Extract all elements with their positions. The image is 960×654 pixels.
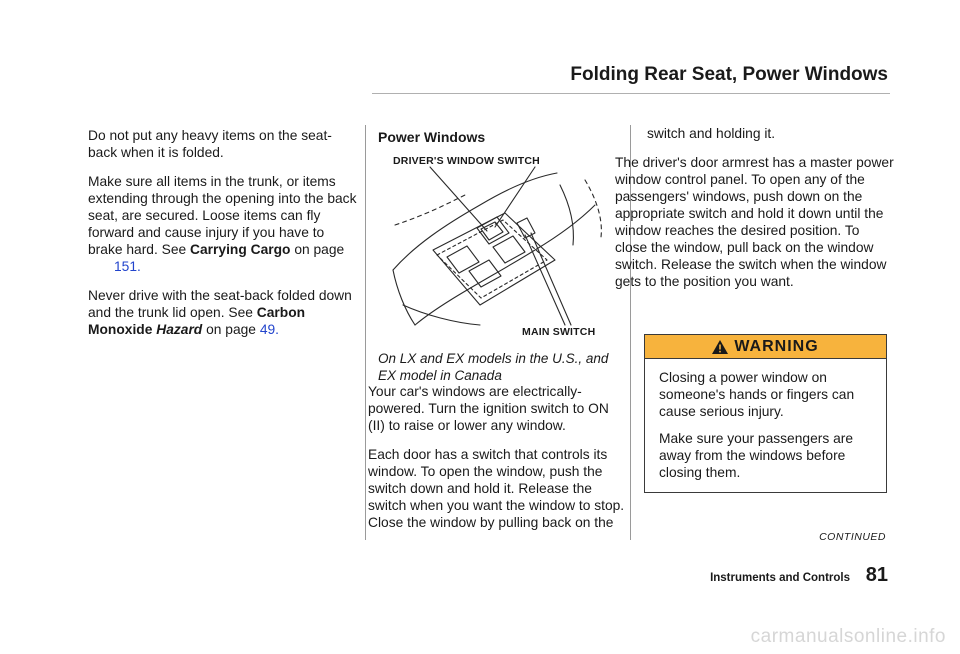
- footer-section-name: Instruments and Controls: [710, 572, 850, 584]
- section-heading-power-windows: Power Windows: [378, 129, 486, 145]
- page-ref-text: on page: [294, 242, 345, 257]
- warning-paragraph-1: Closing a power window on someone's hands or fingers can cause serious injury.: [659, 370, 855, 419]
- column-middle: [368, 129, 626, 158]
- page-ref-text-2: on page: [206, 322, 256, 337]
- carrying-cargo-ref: Carrying Cargo: [190, 242, 291, 257]
- warning-label: WARNING: [734, 337, 819, 355]
- continued-label: CONTINUED: [819, 531, 886, 543]
- column-divider-1: [365, 125, 366, 540]
- warning-header: [645, 335, 886, 359]
- carrying-cargo-page-link[interactable]: 151.: [114, 259, 141, 274]
- figure-label-drivers-switch: DRIVER'S WINDOW SWITCH: [393, 155, 540, 167]
- column-left: [88, 127, 358, 350]
- page-title: Folding Rear Seat, Power Windows: [570, 64, 888, 85]
- paragraph-door-switch: Each door has a switch that controls its window. To open the window, push the switch down and hold it. Release the switch when you want the window to stop. Close the window by pulling back on the: [368, 447, 625, 530]
- carbon-monoxide-ref: Carbon Monoxide: [88, 305, 306, 337]
- warning-box: [644, 334, 887, 493]
- paragraph-trunk-items: [88, 173, 358, 275]
- carbon-monoxide-page-link[interactable]: 49.: [259, 322, 279, 337]
- paragraph-trunk-text: Make sure all items in the trunk, or items extending through the opening into the back seat, are secured. Loose items can fly forward and cause injury if you have to brake hard. See: [88, 174, 357, 257]
- paragraph-electric-windows: Your car's windows are electrically-powered. Turn the ignition switch to ON (II) to raise or lower any window.: [368, 384, 609, 433]
- warning-paragraph-2: Make sure your passengers are away from the windows before closing them.: [659, 431, 854, 480]
- warning-triangle-icon: [712, 340, 728, 354]
- column-right: [615, 125, 895, 302]
- paragraph-seatback: Do not put any heavy items on the seat-back when it is folded.: [88, 128, 332, 160]
- warning-body: [645, 359, 886, 481]
- paragraph-carbon-text: Never drive with the seat-back folded down and the trunk lid open. See: [88, 288, 352, 320]
- figure-label-main-switch: MAIN SWITCH: [522, 326, 596, 338]
- paragraph-master-panel: The driver's door armrest has a master power window control panel. To open any of the passengers' windows, push down on the appropriate switch and hold it down until the window reaches the desired position. To close the window, pull back on the window switch. Release the switch when the window gets to the position you want.: [615, 155, 894, 289]
- title-rule: [372, 93, 890, 94]
- figure-caption: On LX and EX models in the U.S., and EX model in Canada: [378, 351, 609, 383]
- hazard-ref: Hazard: [156, 322, 203, 337]
- paragraph-holding-switch: switch and holding it.: [647, 126, 776, 141]
- power-window-switch-illustration: [385, 165, 615, 330]
- column-middle-body: [368, 383, 626, 543]
- paragraph-carbon-monoxide: [88, 287, 358, 338]
- page-number: 81: [865, 564, 888, 586]
- watermark: carmanualsonline.info: [750, 626, 946, 647]
